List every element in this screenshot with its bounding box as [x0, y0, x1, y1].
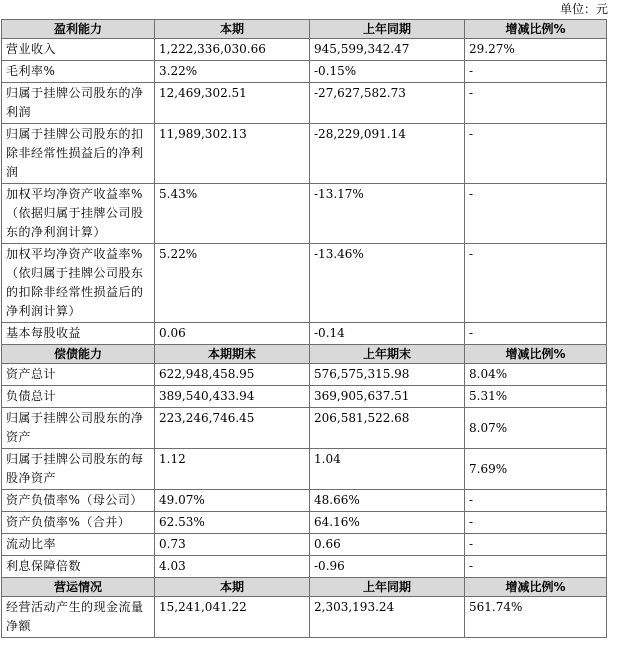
operations-header-row: [2, 578, 607, 597]
row-label: 归属于挂牌公司股东的净利润: [2, 83, 155, 124]
change-value: -: [465, 490, 607, 512]
table-row: [2, 534, 607, 556]
row-label: 加权平均净资产收益率%（依据归属于挂牌公司股东的净利润计算）: [2, 184, 155, 244]
header-cell: 增减比例%: [465, 578, 607, 597]
current-value: 5.43%: [155, 184, 310, 244]
table-row: [2, 124, 607, 184]
change-value: -: [465, 323, 607, 345]
prior-value: -28,229,091.14: [310, 124, 465, 184]
prior-value: 1.04: [310, 449, 465, 490]
row-label: 归属于挂牌公司股东的净资产: [2, 408, 155, 449]
table-row: [2, 244, 607, 323]
row-label: 利息保障倍数: [2, 556, 155, 578]
prior-value: -27,627,582.73: [310, 83, 465, 124]
current-value: 15,241,041.22: [155, 597, 310, 638]
table-row: [2, 83, 607, 124]
header-cell: 本期: [155, 20, 310, 39]
current-value: 3.22%: [155, 61, 310, 83]
table-row: [2, 386, 607, 408]
change-value: 5.31%: [465, 386, 607, 408]
prior-value: -0.96: [310, 556, 465, 578]
current-value: 0.06: [155, 323, 310, 345]
current-value: 1.12: [155, 449, 310, 490]
change-value: 8.07%: [465, 408, 607, 449]
prior-value: 0.66: [310, 534, 465, 556]
solvency-header-row: [2, 345, 607, 364]
change-value: 29.27%: [465, 39, 607, 61]
unit-label: 单位：元: [559, 2, 608, 16]
change-value: -: [465, 512, 607, 534]
prior-value: 206,581,522.68: [310, 408, 465, 449]
header-cell: 上年同期: [310, 20, 465, 39]
header-cell: 上年同期: [310, 578, 465, 597]
current-value: 223,246,746.45: [155, 408, 310, 449]
change-value: -: [465, 244, 607, 323]
row-label: 加权平均净资产收益率%（依归属于挂牌公司股东的扣除非经常性损益后的净利润计算）: [2, 244, 155, 323]
prior-value: 576,575,315.98: [310, 364, 465, 386]
row-label: 归属于挂牌公司股东的每股净资产: [2, 449, 155, 490]
prior-value: -13.17%: [310, 184, 465, 244]
row-label: 经营活动产生的现金流量净额: [2, 597, 155, 638]
table-row: [2, 512, 607, 534]
current-value: 12,469,302.51: [155, 83, 310, 124]
change-value: -: [465, 124, 607, 184]
header-cell: 盈利能力: [2, 20, 155, 39]
current-value: 389,540,433.94: [155, 386, 310, 408]
current-value: 49.07%: [155, 490, 310, 512]
header-cell: 本期: [155, 578, 310, 597]
change-value: -: [465, 61, 607, 83]
row-label: 营业收入: [2, 39, 155, 61]
table-row: [2, 556, 607, 578]
prior-value: -0.14: [310, 323, 465, 345]
change-value: 7.69%: [465, 449, 607, 490]
prior-value: 48.66%: [310, 490, 465, 512]
table-row: [2, 408, 607, 449]
header-cell: 本期期末: [155, 345, 310, 364]
current-value: 5.22%: [155, 244, 310, 323]
row-label: 资产负债率%（母公司）: [2, 490, 155, 512]
prior-value: 369,905,637.51: [310, 386, 465, 408]
change-value: -: [465, 556, 607, 578]
current-value: 4.03: [155, 556, 310, 578]
header-cell: 上年期末: [310, 345, 465, 364]
current-value: 11,989,302.13: [155, 124, 310, 184]
header-cell: 增减比例%: [465, 20, 607, 39]
financial-indicators-table: [1, 19, 607, 638]
current-value: 622,948,458.95: [155, 364, 310, 386]
table-row: [2, 490, 607, 512]
current-value: 1,222,336,030.66: [155, 39, 310, 61]
row-label: 资产负债率%（合并）: [2, 512, 155, 534]
change-value: -: [465, 83, 607, 124]
current-value: 62.53%: [155, 512, 310, 534]
row-label: 归属于挂牌公司股东的扣除非经常性损益后的净利润: [2, 124, 155, 184]
header-cell: 偿债能力: [2, 345, 155, 364]
prior-value: 2,303,193.24: [310, 597, 465, 638]
current-value: 0.73: [155, 534, 310, 556]
change-value: -: [465, 184, 607, 244]
table-row: [2, 184, 607, 244]
prior-value: 64.16%: [310, 512, 465, 534]
table-row: [2, 323, 607, 345]
prior-value: -0.15%: [310, 61, 465, 83]
table-row: [2, 61, 607, 83]
table-row: [2, 364, 607, 386]
table-row: [2, 449, 607, 490]
row-label: 基本每股收益: [2, 323, 155, 345]
change-value: 8.04%: [465, 364, 607, 386]
header-cell: 增减比例%: [465, 345, 607, 364]
change-value: 561.74%: [465, 597, 607, 638]
table-row: [2, 39, 607, 61]
table-row: [2, 597, 607, 638]
prior-value: 945,599,342.47: [310, 39, 465, 61]
change-value: -: [465, 534, 607, 556]
row-label: 毛利率%: [2, 61, 155, 83]
row-label: 资产总计: [2, 364, 155, 386]
prior-value: -13.46%: [310, 244, 465, 323]
header-cell: 营运情况: [2, 578, 155, 597]
profitability-header-row: [2, 20, 607, 39]
row-label: 负债总计: [2, 386, 155, 408]
row-label: 流动比率: [2, 534, 155, 556]
